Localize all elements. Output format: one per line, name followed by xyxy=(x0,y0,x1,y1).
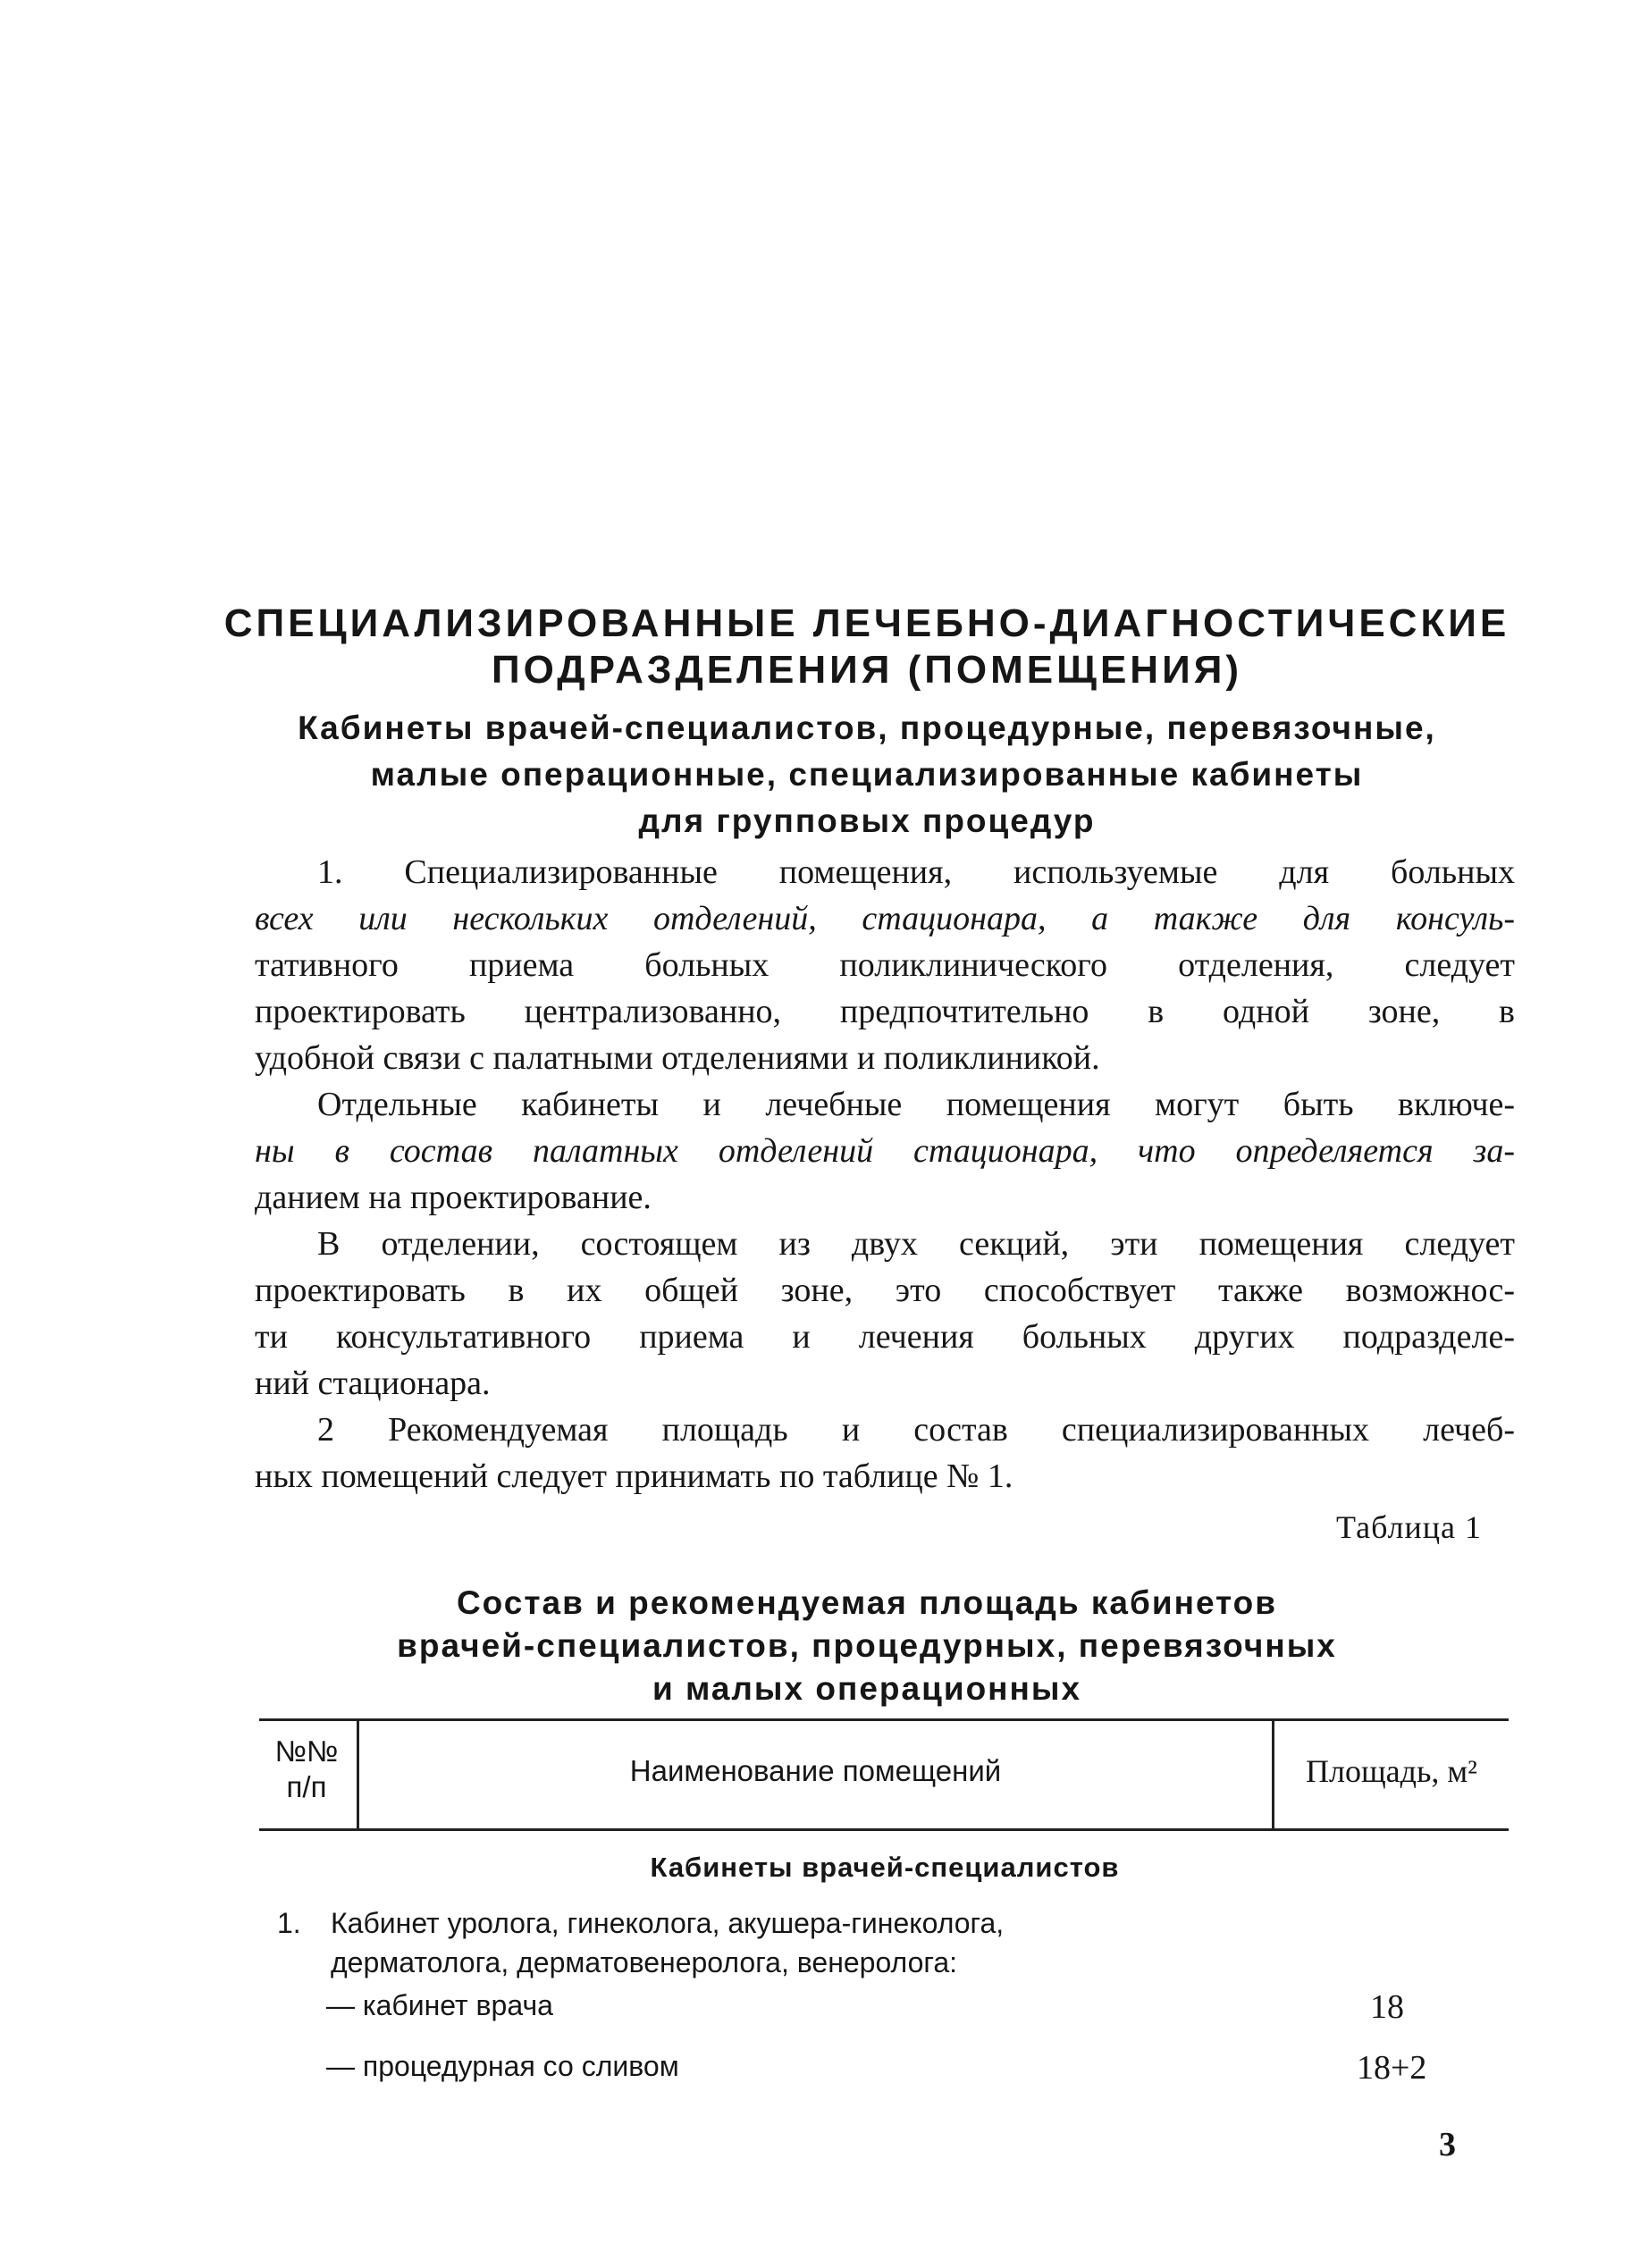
table-title-line-1: Состав и рекомендуемая площадь кабинетов xyxy=(456,1584,1278,1621)
page-number: 3 xyxy=(1439,2126,1456,2163)
table-row-name-line-1: Кабинет уролога, гинеколога, акушера-гинеколога, xyxy=(331,1907,1005,1939)
paragraph-line: данием на проектирование. xyxy=(255,1179,652,1216)
table-subrow-area: 18+2 xyxy=(1357,2049,1427,2087)
subheading-line-3: для групповых процедур xyxy=(638,802,1096,839)
table-subrow-name: — процедурная со сливом xyxy=(326,2050,679,2082)
table-header-number: №№ п/п xyxy=(274,1735,339,1803)
paragraph-4 xyxy=(255,1407,1515,1499)
paragraph-1 xyxy=(255,849,1515,1081)
table-caption: Таблица 1 xyxy=(1336,1509,1482,1545)
table-section-title: Кабинеты врачей-специалистов xyxy=(650,1852,1120,1883)
paragraph-line: ны в состав палатных отделений стационара, что определяется за- xyxy=(255,1132,1515,1170)
paragraph-3 xyxy=(255,1221,1515,1407)
paragraph-line: проектировать в их общей зоне, это способствует также возможнос- xyxy=(255,1272,1515,1309)
table-top-rule xyxy=(259,1718,1509,1721)
table-header-bottom-rule xyxy=(259,1828,1509,1831)
paragraph-line: ний стационара. xyxy=(255,1365,491,1402)
paragraph-2 xyxy=(255,1081,1515,1221)
paragraph-line: удобной связи с палатными отделениями и поликлиникой. xyxy=(255,1039,1100,1077)
paragraph-line: проектировать централизованно, предпочтительно в одной зоне, в xyxy=(255,993,1515,1030)
table-header-area: Площадь, м² xyxy=(1306,1753,1477,1789)
paragraph-line: ти консультативного приема и лечения больных других подразделе- xyxy=(255,1318,1515,1356)
heading-line-2: ПОДРАЗДЕЛЕНИЯ (ПОМЕЩЕНИЯ) xyxy=(492,648,1242,692)
table-row-number: 1. xyxy=(277,1907,301,1939)
table-title-line-3: и малых операционных xyxy=(652,1670,1082,1707)
paragraph-line: тативного приема больных поликлинического отделения, следует xyxy=(255,946,1515,984)
subheading-line-1: Кабинеты врачей-специалистов, процедурные, перевязочные, xyxy=(298,710,1436,746)
table-subrow-name: — кабинет врача xyxy=(326,1989,553,2021)
paragraph-line: 1. Специализированные помещения, используемые для больных xyxy=(317,853,1515,891)
table-title-line-2: врачей-специалистов, процедурных, перевязочных xyxy=(397,1627,1337,1664)
paragraph-line: В отделении, состоящем из двух секций, эти помещения следует xyxy=(317,1225,1515,1263)
table-row-name-line-2: дерматолога, дерматовенеролога, венеролога: xyxy=(331,1946,958,1978)
paragraph-line: ных помещений следует принимать по таблице № 1. xyxy=(255,1457,1013,1495)
paragraph-line: всех или нескольких отделений, стационара, а также для консуль- xyxy=(255,900,1515,937)
paragraph-line: Отдельные кабинеты и лечебные помещения могут быть включе- xyxy=(317,1086,1515,1123)
heading-line-1: СПЕЦИАЛИЗИРОВАННЫЕ ЛЕЧЕБНО-ДИАГНОСТИЧЕСКИЕ xyxy=(223,601,1510,645)
table-subrow-area: 18 xyxy=(1370,1988,1404,2026)
paragraph-line: 2 Рекомендуемая площадь и состав специализированных лечеб- xyxy=(317,1411,1515,1449)
table-header-name: Наименование помещений xyxy=(629,1754,1002,1787)
subheading-line-2: малые операционные, специализированные кабинеты xyxy=(370,756,1364,793)
